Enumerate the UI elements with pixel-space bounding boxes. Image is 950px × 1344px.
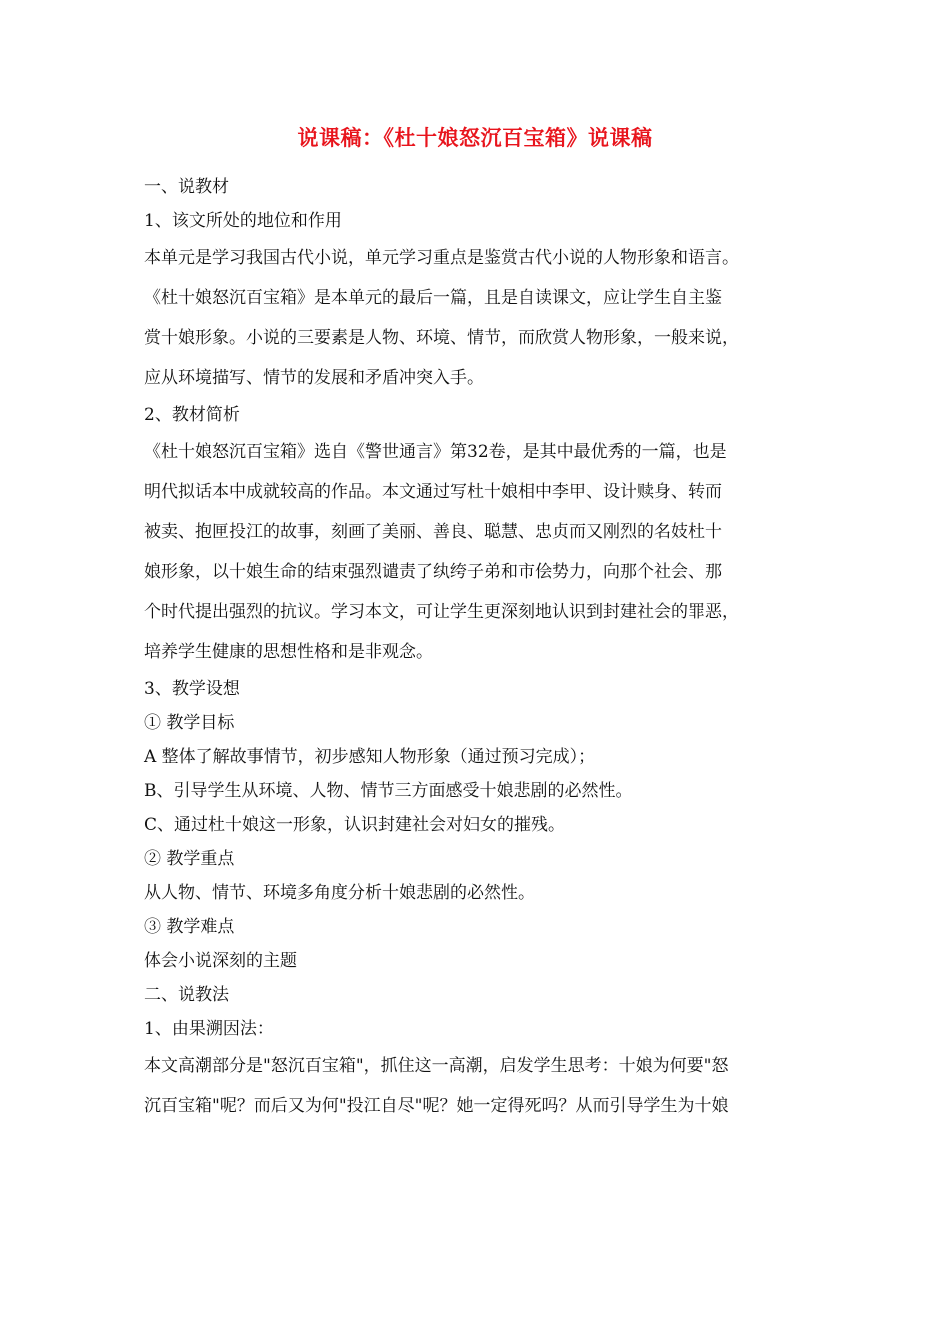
paragraph-line: 沉百宝箱"呢？而后又为何"投江自尽"呢？她一定得死吗？从而引导学生为十娘	[144, 1096, 729, 1116]
paragraph-line: 明代拟话本中成就较高的作品。本文通过写杜十娘相中李甲、设计赎身、转而	[144, 482, 722, 502]
paragraph-line: 娘形象，以十娘生命的结束强烈谴责了纨绔子弟和市侩势力，向那个社会、那	[144, 562, 722, 582]
paragraph-line: 《杜十娘怒沉百宝箱》是本单元的最后一篇，且是自读课文，应让学生自主鉴	[144, 288, 722, 308]
paragraph-line: 应从环境描写、情节的发展和矛盾冲突入手。	[144, 368, 484, 388]
list-item: 从人物、情节、环境多角度分析十娘悲剧的必然性。	[144, 883, 535, 903]
list-item: C、通过杜十娘这一形象，认识封建社会对妇女的摧残。	[144, 815, 566, 835]
paragraph-line: 本单元是学习我国古代小说，单元学习重点是鉴赏古代小说的人物形象和语言。	[144, 248, 739, 268]
list-item: B、引导学生从环境、人物、情节三方面感受十娘悲剧的必然性。	[144, 781, 633, 801]
document-body	[144, 170, 808, 1126]
paragraph-line: 本文高潮部分是"怒沉百宝箱"，抓住这一高潮，启发学生思考：十娘为何要"怒	[144, 1056, 729, 1076]
subsection-heading: 1、该文所处的地位和作用	[144, 211, 342, 231]
paragraph-line: 赏十娘形象。小说的三要素是人物、环境、情节，而欣赏人物形象，一般来说，	[144, 328, 739, 348]
list-item: ③ 教学难点	[144, 917, 235, 937]
list-item: A 整体了解故事情节，初步感知人物形象（通过预习完成）；	[144, 747, 596, 767]
subsection-heading: 3、教学设想	[144, 679, 240, 699]
section-heading: 一、说教材	[144, 177, 229, 197]
document-title: 说课稿：《杜十娘怒沉百宝箱》说课稿	[297, 125, 653, 150]
section-heading: 二、说教法	[144, 985, 229, 1005]
list-item: 体会小说深刻的主题	[144, 951, 297, 971]
paragraph-line: 被卖、抱匣投江的故事，刻画了美丽、善良、聪慧、忠贞而又刚烈的名妓杜十	[144, 522, 722, 542]
list-item: ① 教学目标	[144, 713, 235, 733]
list-item: ② 教学重点	[144, 849, 235, 869]
paragraph-line: 培养学生健康的思想性格和是非观念。	[144, 642, 433, 662]
paragraph-line: 个时代提出强烈的抗议。学习本文，可让学生更深刻地认识到封建社会的罪恶，	[144, 602, 739, 622]
subsection-heading: 2、教材简析	[144, 405, 240, 425]
paragraph-line: 《杜十娘怒沉百宝箱》选自《警世通言》第32卷，是其中最优秀的一篇，也是	[144, 442, 727, 462]
subsection-heading: 1、由果溯因法：	[144, 1019, 274, 1039]
